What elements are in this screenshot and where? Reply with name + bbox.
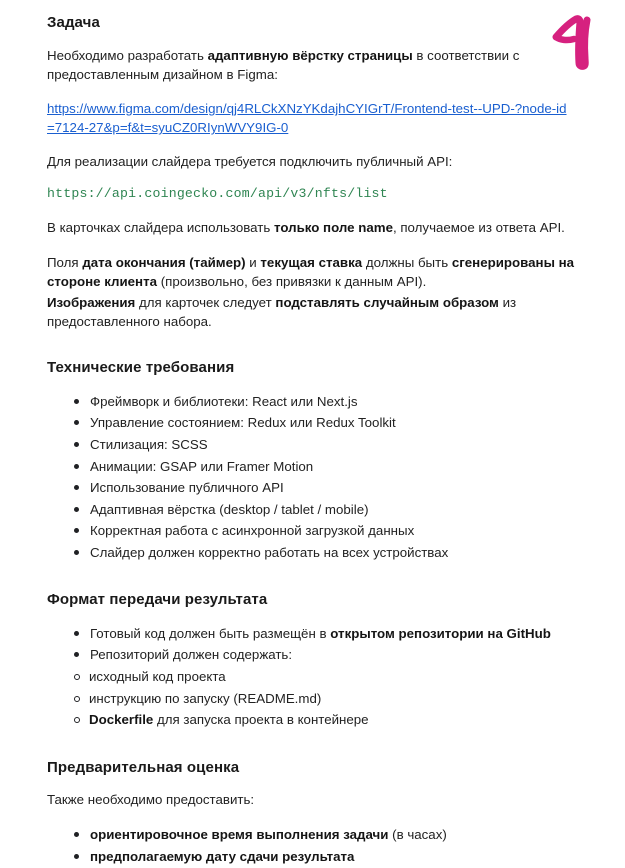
paragraph-client-generated-p4: (произвольно, без привязки к данным API).: [157, 273, 427, 289]
repo-subitem-1-text: инструкцию по запуску (README.md): [89, 690, 322, 706]
list-item: [90, 824, 585, 846]
delivery-item1-before: Готовый код должен быть размещён в: [90, 625, 331, 641]
paragraph-estimate-intro: Также необходимо предоставить:: [47, 792, 255, 808]
paragraph-random-images: [47, 293, 585, 331]
paragraph-figma-intro-after: в соответствии с предоставленным дизайном в Figma:: [47, 47, 520, 82]
paragraph-random-images-b1: Изображения: [47, 294, 136, 310]
list-item: Корректная работа с асинхронной загрузкой данных: [90, 520, 585, 542]
paragraph-name-field: [47, 218, 585, 237]
preliminary-estimate-list: [47, 824, 585, 867]
paragraph-name-field-bold: только поле name: [274, 220, 393, 236]
paragraph-random-images-p1: для карточек следует: [135, 294, 276, 310]
repo-subitem-0-text: исходный код проекта: [89, 668, 226, 684]
paragraph-client-generated-b1: дата окончания (таймер): [82, 254, 246, 270]
list-item: [89, 709, 585, 731]
paragraph-client-generated-b2: текущая ставка: [260, 254, 363, 270]
coingecko-api-url: https://api.coingecko.com/api/v3/nfts/list: [47, 186, 388, 202]
list-item: [90, 623, 585, 645]
list-item: Адаптивная вёрстка (desktop / tablet / mobile): [90, 499, 585, 521]
list-item: Репозиторий должен содержать:: [90, 644, 585, 666]
list-item: Использование публичного API: [90, 477, 585, 499]
repo-subitem-2-after: для запуска проекта в контейнере: [153, 712, 369, 728]
paragraph-random-images-b2: подставлять случайным образом: [275, 294, 499, 310]
list-item: Анимации: GSAP или Framer Motion: [90, 456, 585, 478]
list-item: Стилизация: SCSS: [90, 434, 585, 456]
repository-contents-list: [47, 666, 585, 731]
paragraph-name-field-after: , получаемое из ответа API.: [392, 220, 565, 236]
delivery-item1-bold: открытом репозитории на GitHub: [330, 625, 551, 641]
list-item: Фреймворк и библиотеки: React или Next.js: [90, 391, 585, 413]
list-item: [89, 688, 585, 710]
paragraph-random-images-p2: из предоставленного набора.: [47, 294, 517, 330]
heading-preliminary-estimate: Предварительная оценка: [47, 758, 240, 776]
paragraph-client-generated-p1: Поля: [47, 254, 83, 270]
paragraph-figma-intro: [47, 46, 585, 84]
repo-subitem-2-bold: Dockerfile: [89, 712, 154, 728]
paragraph-figma-intro-before: Необходимо разработать: [47, 47, 208, 63]
paragraph-client-generated-p3: должны быть: [362, 254, 452, 270]
estimate-item-0-after: (в часах): [388, 827, 447, 843]
technical-requirements-list: [47, 391, 585, 563]
heading-technical-requirements: Технические требования: [47, 359, 235, 377]
paragraph-name-field-before: В карточках слайдера использовать: [47, 220, 274, 236]
list-item: Управление состоянием: Redux или Redux Toolkit: [90, 412, 585, 434]
paragraph-client-generated: [47, 253, 585, 291]
figma-link-block: [47, 99, 567, 137]
paragraph-api-intro: Для реализации слайдера требуется подключить публичный API:: [47, 154, 453, 170]
paragraph-figma-intro-bold: адаптивную вёрстку страницы: [207, 47, 413, 63]
estimate-item-1-bold: предполагаемую дату сдачи результата: [90, 848, 355, 864]
heading-task: Задача: [47, 14, 100, 31]
list-item: [89, 666, 585, 688]
list-item: [90, 846, 585, 868]
delivery-format-list: [47, 623, 585, 666]
estimate-item-0-bold: ориентировочное время выполнения задачи: [90, 827, 389, 843]
paragraph-client-generated-p2: и: [245, 254, 261, 270]
list-item: Слайдер должен корректно работать на всех устройствах: [90, 542, 585, 564]
figma-design-link[interactable]: https://www.figma.com/design/qj4RLCkXNzYKdajhCYIGrT/Frontend-test--UPD-?node-id=7124-27&p=f&t=syuCZ0RIynWVY9IG-0: [47, 101, 567, 136]
heading-delivery-format: Формат передачи результата: [47, 591, 268, 609]
paragraph-client-generated-b3: сгенерированы на стороне клиента: [47, 254, 575, 289]
